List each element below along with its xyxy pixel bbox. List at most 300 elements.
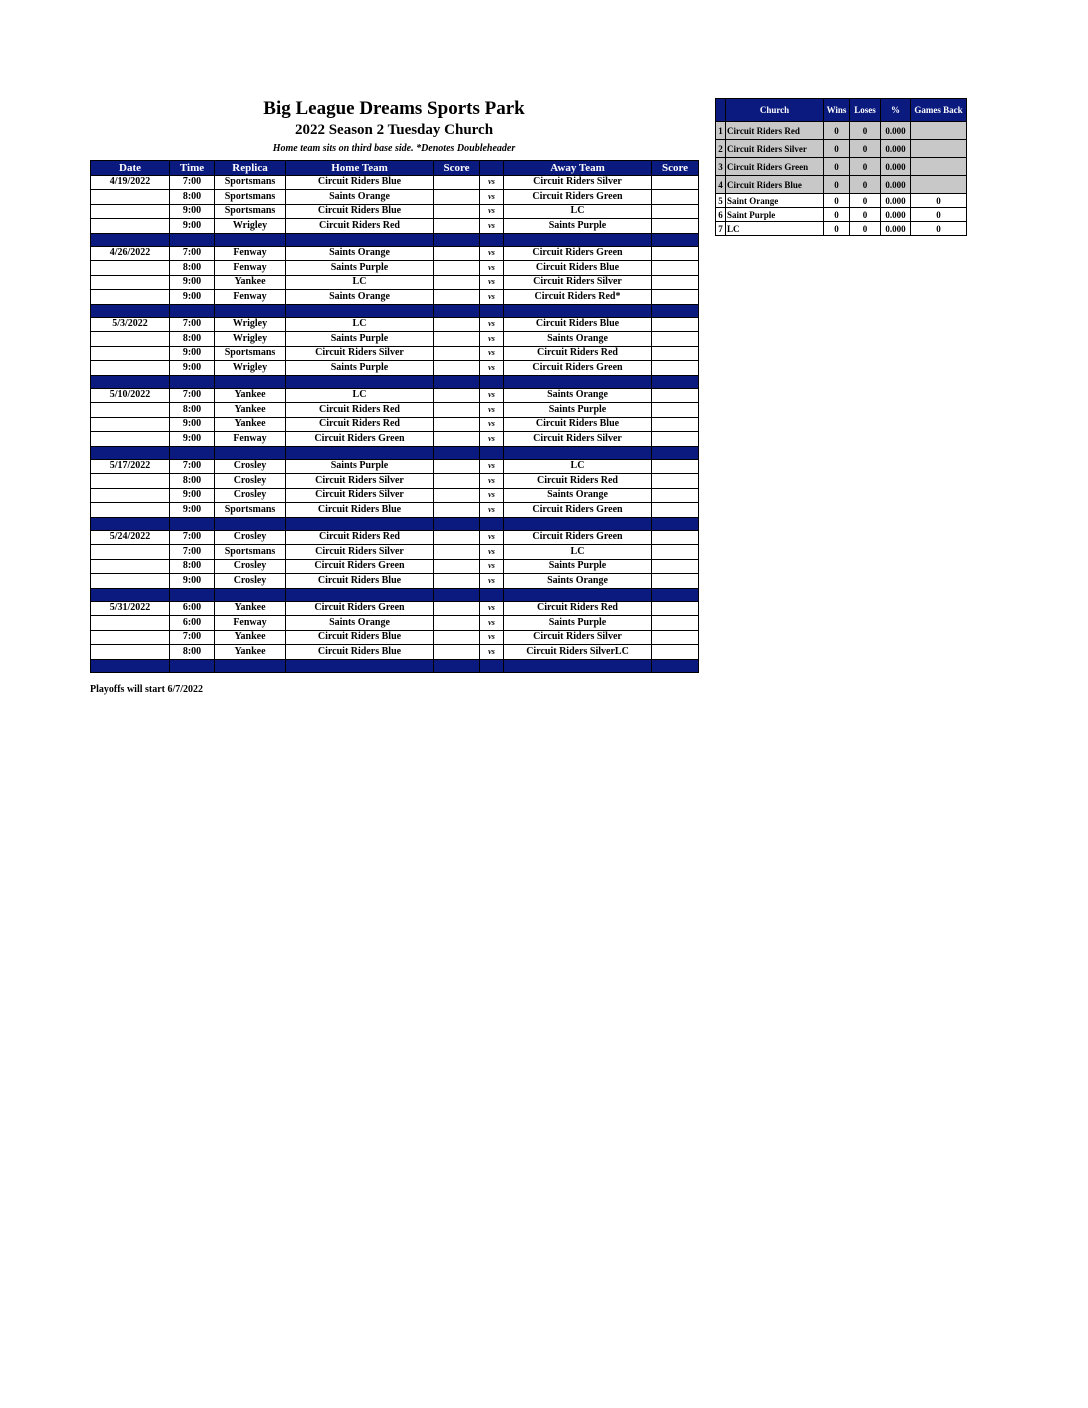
game-time: 9:00 [170, 488, 215, 503]
away-team: LC [504, 204, 652, 219]
game-time: 9:00 [170, 417, 215, 432]
game-time: 8:00 [170, 474, 215, 489]
away-score [652, 290, 699, 305]
game-time: 6:00 [170, 616, 215, 631]
separator-cell [215, 233, 286, 246]
game-time: 7:00 [170, 630, 215, 645]
home-score [434, 190, 480, 205]
table-row [91, 488, 699, 503]
game-date [91, 332, 170, 347]
home-score [434, 219, 480, 234]
vs-label: vs [480, 488, 504, 503]
vs-label: vs [480, 246, 504, 261]
game-replica: Fenway [215, 290, 286, 305]
home-score [434, 545, 480, 560]
vs-label: vs [480, 275, 504, 290]
away-score [652, 459, 699, 474]
table-row [91, 346, 699, 361]
game-date: 5/31/2022 [91, 601, 170, 616]
home-score [434, 459, 480, 474]
separator-cell [215, 588, 286, 601]
game-time: 8:00 [170, 261, 215, 276]
standings-col-games-back: Games Back [911, 99, 967, 122]
standings-loses: 0 [850, 208, 881, 222]
separator-cell [170, 233, 215, 246]
standings-team: Circuit Riders Red [726, 122, 824, 140]
vs-label: vs [480, 346, 504, 361]
standings-pct: 0.000 [881, 122, 911, 140]
col-time: Time [170, 161, 215, 176]
separator-cell [91, 517, 170, 530]
away-team: Saints Purple [504, 403, 652, 418]
vs-label: vs [480, 175, 504, 190]
home-team: Circuit Riders Blue [286, 630, 434, 645]
home-team: Circuit Riders Blue [286, 175, 434, 190]
home-score [434, 332, 480, 347]
standings-team: Circuit Riders Green [726, 158, 824, 176]
game-time: 8:00 [170, 190, 215, 205]
game-date [91, 645, 170, 660]
away-score [652, 275, 699, 290]
table-row [91, 630, 699, 645]
standings-loses: 0 [850, 158, 881, 176]
away-team: Circuit Riders Green [504, 530, 652, 545]
table-row [91, 361, 699, 376]
away-team: LC [504, 459, 652, 474]
away-score [652, 645, 699, 660]
separator-cell [480, 517, 504, 530]
standings-team: Circuit Riders Silver [726, 140, 824, 158]
standings-row [716, 122, 967, 140]
home-score [434, 530, 480, 545]
separator-cell [652, 233, 699, 246]
standings-rank: 7 [716, 222, 726, 236]
schedule-table [90, 160, 699, 673]
away-team: Saints Purple [504, 559, 652, 574]
away-team: Circuit Riders Blue [504, 261, 652, 276]
standings-rank: 2 [716, 140, 726, 158]
col-replica: Replica [215, 161, 286, 176]
game-date: 5/3/2022 [91, 317, 170, 332]
home-score [434, 361, 480, 376]
standings-row [716, 140, 967, 158]
separator-cell [434, 588, 480, 601]
home-team: Saints Orange [286, 190, 434, 205]
game-date [91, 403, 170, 418]
game-date: 4/26/2022 [91, 246, 170, 261]
standings-pct: 0.000 [881, 208, 911, 222]
separator-cell [480, 304, 504, 317]
game-time: 8:00 [170, 559, 215, 574]
game-date [91, 616, 170, 631]
table-row [91, 190, 699, 205]
home-team: Circuit Riders Blue [286, 574, 434, 589]
away-score [652, 204, 699, 219]
away-score [652, 261, 699, 276]
game-replica: Fenway [215, 616, 286, 631]
week-separator [91, 588, 699, 601]
away-score [652, 530, 699, 545]
table-row [91, 175, 699, 190]
game-replica: Fenway [215, 432, 286, 447]
game-time: 7:00 [170, 530, 215, 545]
game-date [91, 261, 170, 276]
game-replica: Sportsmans [215, 204, 286, 219]
home-score [434, 275, 480, 290]
standings-loses: 0 [850, 194, 881, 208]
game-time: 7:00 [170, 317, 215, 332]
game-date [91, 630, 170, 645]
home-score [434, 346, 480, 361]
home-score [434, 417, 480, 432]
standings-table [715, 98, 967, 236]
separator-cell [286, 304, 434, 317]
standings-col-church: Church [726, 99, 824, 122]
separator-cell [434, 304, 480, 317]
separator-cell [480, 588, 504, 601]
away-score [652, 616, 699, 631]
home-team: Circuit Riders Red [286, 403, 434, 418]
standings-wins: 0 [824, 122, 850, 140]
standings-rank: 4 [716, 176, 726, 194]
vs-label: vs [480, 503, 504, 518]
table-row [91, 503, 699, 518]
separator-cell [434, 375, 480, 388]
table-row [91, 559, 699, 574]
separator-cell [170, 375, 215, 388]
home-team: LC [286, 275, 434, 290]
separator-cell [91, 233, 170, 246]
home-score [434, 317, 480, 332]
separator-cell [91, 375, 170, 388]
game-date [91, 559, 170, 574]
game-date [91, 417, 170, 432]
week-separator [91, 375, 699, 388]
vs-label: vs [480, 630, 504, 645]
home-team: Circuit Riders Red [286, 417, 434, 432]
game-replica: Yankee [215, 601, 286, 616]
standings-games-back: 0 [911, 208, 967, 222]
game-replica: Sportsmans [215, 175, 286, 190]
table-row [91, 388, 699, 403]
table-row [91, 261, 699, 276]
table-row [91, 403, 699, 418]
page-title: Big League Dreams Sports Park [263, 98, 525, 119]
vs-label: vs [480, 261, 504, 276]
home-team: Circuit Riders Silver [286, 488, 434, 503]
separator-cell [215, 659, 286, 672]
standings-rank: 1 [716, 122, 726, 140]
separator-cell [91, 659, 170, 672]
home-team: Saints Orange [286, 246, 434, 261]
col-away-team: Away Team [504, 161, 652, 176]
standings-row [716, 176, 967, 194]
separator-cell [652, 517, 699, 530]
home-team: Saints Orange [286, 290, 434, 305]
away-team: Saints Orange [504, 488, 652, 503]
separator-cell [286, 233, 434, 246]
game-replica: Wrigley [215, 361, 286, 376]
away-score [652, 346, 699, 361]
game-replica: Crosley [215, 559, 286, 574]
separator-cell [652, 659, 699, 672]
separator-cell [434, 446, 480, 459]
home-score [434, 601, 480, 616]
game-time: 9:00 [170, 574, 215, 589]
separator-cell [504, 304, 652, 317]
game-time: 9:00 [170, 219, 215, 234]
away-score [652, 574, 699, 589]
game-replica: Fenway [215, 261, 286, 276]
home-team: Saints Purple [286, 459, 434, 474]
game-date [91, 290, 170, 305]
standings-pct: 0.000 [881, 222, 911, 236]
game-time: 9:00 [170, 503, 215, 518]
standings-col-loses: Loses [850, 99, 881, 122]
vs-label: vs [480, 616, 504, 631]
vs-label: vs [480, 530, 504, 545]
game-replica: Wrigley [215, 317, 286, 332]
standings-wins: 0 [824, 208, 850, 222]
away-team: Saints Orange [504, 574, 652, 589]
game-time: 7:00 [170, 459, 215, 474]
col-home-score: Score [434, 161, 480, 176]
home-score [434, 204, 480, 219]
away-score [652, 403, 699, 418]
game-replica: Yankee [215, 630, 286, 645]
home-team: Circuit Riders Blue [286, 503, 434, 518]
separator-cell [480, 446, 504, 459]
separator-cell [480, 375, 504, 388]
away-team: Circuit Riders Blue [504, 417, 652, 432]
game-time: 7:00 [170, 388, 215, 403]
standings-games-back [911, 140, 967, 158]
standings-wins: 0 [824, 158, 850, 176]
vs-label: vs [480, 545, 504, 560]
away-team: Circuit Riders Red [504, 601, 652, 616]
standings-pct: 0.000 [881, 176, 911, 194]
standings-wins: 0 [824, 176, 850, 194]
col-date: Date [91, 161, 170, 176]
vs-label: vs [480, 459, 504, 474]
home-team: Circuit Riders Silver [286, 474, 434, 489]
table-row [91, 332, 699, 347]
away-score [652, 175, 699, 190]
away-score [652, 503, 699, 518]
away-score [652, 317, 699, 332]
away-score [652, 601, 699, 616]
home-score [434, 488, 480, 503]
game-date [91, 204, 170, 219]
vs-label: vs [480, 332, 504, 347]
away-team: Circuit Riders Red* [504, 290, 652, 305]
table-row [91, 432, 699, 447]
separator-cell [91, 304, 170, 317]
away-score [652, 432, 699, 447]
game-date [91, 346, 170, 361]
away-team: Circuit Riders Silver [504, 275, 652, 290]
standings-team: LC [726, 222, 824, 236]
game-replica: Yankee [215, 417, 286, 432]
standings-team: Saint Orange [726, 194, 824, 208]
away-score [652, 361, 699, 376]
standings-col-wins: Wins [824, 99, 850, 122]
game-replica: Wrigley [215, 332, 286, 347]
home-score [434, 574, 480, 589]
game-date [91, 219, 170, 234]
away-team: Circuit Riders SilverLC [504, 645, 652, 660]
table-row [91, 246, 699, 261]
standings-games-back: 0 [911, 194, 967, 208]
separator-cell [504, 517, 652, 530]
schedule-header-row [91, 161, 699, 176]
game-time: 8:00 [170, 645, 215, 660]
vs-label: vs [480, 190, 504, 205]
away-score [652, 190, 699, 205]
game-replica: Yankee [215, 645, 286, 660]
separator-cell [286, 517, 434, 530]
separator-cell [215, 375, 286, 388]
vs-label: vs [480, 601, 504, 616]
vs-label: vs [480, 219, 504, 234]
home-team: Circuit Riders Silver [286, 545, 434, 560]
home-score [434, 246, 480, 261]
home-team: Circuit Riders Red [286, 219, 434, 234]
standings-pct: 0.000 [881, 140, 911, 158]
game-date [91, 190, 170, 205]
away-team: Circuit Riders Red [504, 346, 652, 361]
col-vs [480, 161, 504, 176]
game-replica: Crosley [215, 574, 286, 589]
game-replica: Crosley [215, 459, 286, 474]
game-date: 5/10/2022 [91, 388, 170, 403]
away-score [652, 474, 699, 489]
game-replica: Yankee [215, 388, 286, 403]
game-date: 5/17/2022 [91, 459, 170, 474]
standings-header-row [716, 99, 967, 122]
separator-cell [480, 659, 504, 672]
game-date [91, 275, 170, 290]
game-replica: Wrigley [215, 219, 286, 234]
away-team: Saints Purple [504, 219, 652, 234]
vs-label: vs [480, 204, 504, 219]
home-team: Circuit Riders Blue [286, 204, 434, 219]
game-date [91, 503, 170, 518]
game-time: 9:00 [170, 275, 215, 290]
separator-cell [91, 588, 170, 601]
game-time: 8:00 [170, 332, 215, 347]
standings-games-back [911, 122, 967, 140]
standings-team: Saint Purple [726, 208, 824, 222]
home-team: LC [286, 388, 434, 403]
home-team: Saints Orange [286, 616, 434, 631]
standings-row [716, 194, 967, 208]
home-score [434, 630, 480, 645]
game-date [91, 488, 170, 503]
separator-cell [286, 446, 434, 459]
away-team: Saints Orange [504, 332, 652, 347]
standings-pct: 0.000 [881, 158, 911, 176]
away-team: Circuit Riders Silver [504, 630, 652, 645]
table-row [91, 417, 699, 432]
game-time: 9:00 [170, 361, 215, 376]
vs-label: vs [480, 403, 504, 418]
table-row [91, 459, 699, 474]
table-row [91, 219, 699, 234]
standings-loses: 0 [850, 222, 881, 236]
away-team: Circuit Riders Green [504, 190, 652, 205]
game-time: 7:00 [170, 175, 215, 190]
table-row [91, 616, 699, 631]
separator-cell [652, 588, 699, 601]
separator-cell [504, 446, 652, 459]
game-time: 7:00 [170, 545, 215, 560]
week-separator [91, 659, 699, 672]
standings-row [716, 208, 967, 222]
standings-wins: 0 [824, 194, 850, 208]
week-separator [91, 233, 699, 246]
away-team: Circuit Riders Silver [504, 175, 652, 190]
vs-label: vs [480, 317, 504, 332]
game-replica: Sportsmans [215, 346, 286, 361]
game-time: 9:00 [170, 346, 215, 361]
away-score [652, 246, 699, 261]
separator-cell [434, 659, 480, 672]
game-replica: Yankee [215, 275, 286, 290]
away-team: Circuit Riders Silver [504, 432, 652, 447]
separator-cell [504, 233, 652, 246]
home-team: Circuit Riders Red [286, 530, 434, 545]
game-time: 8:00 [170, 403, 215, 418]
separator-cell [170, 588, 215, 601]
vs-label: vs [480, 645, 504, 660]
separator-cell [652, 304, 699, 317]
table-row [91, 204, 699, 219]
vs-label: vs [480, 290, 504, 305]
home-score [434, 388, 480, 403]
separator-cell [286, 588, 434, 601]
table-row [91, 601, 699, 616]
separator-cell [480, 233, 504, 246]
standings-games-back [911, 176, 967, 194]
separator-cell [504, 588, 652, 601]
game-date [91, 474, 170, 489]
col-home-team: Home Team [286, 161, 434, 176]
vs-label: vs [480, 417, 504, 432]
separator-cell [215, 304, 286, 317]
standings-pct: 0.000 [881, 194, 911, 208]
week-separator [91, 304, 699, 317]
away-score [652, 388, 699, 403]
away-score [652, 417, 699, 432]
away-score [652, 219, 699, 234]
standings-loses: 0 [850, 122, 881, 140]
game-date [91, 545, 170, 560]
separator-cell [504, 659, 652, 672]
home-score [434, 645, 480, 660]
away-team: Circuit Riders Blue [504, 317, 652, 332]
game-time: 9:00 [170, 204, 215, 219]
page-subtitle: 2022 Season 2 Tuesday Church [294, 122, 494, 138]
vs-label: vs [480, 361, 504, 376]
separator-cell [170, 446, 215, 459]
col-away-score: Score [652, 161, 699, 176]
game-date: 5/24/2022 [91, 530, 170, 545]
home-score [434, 403, 480, 418]
game-replica: Yankee [215, 403, 286, 418]
home-score [434, 559, 480, 574]
home-team: Circuit Riders Green [286, 601, 434, 616]
